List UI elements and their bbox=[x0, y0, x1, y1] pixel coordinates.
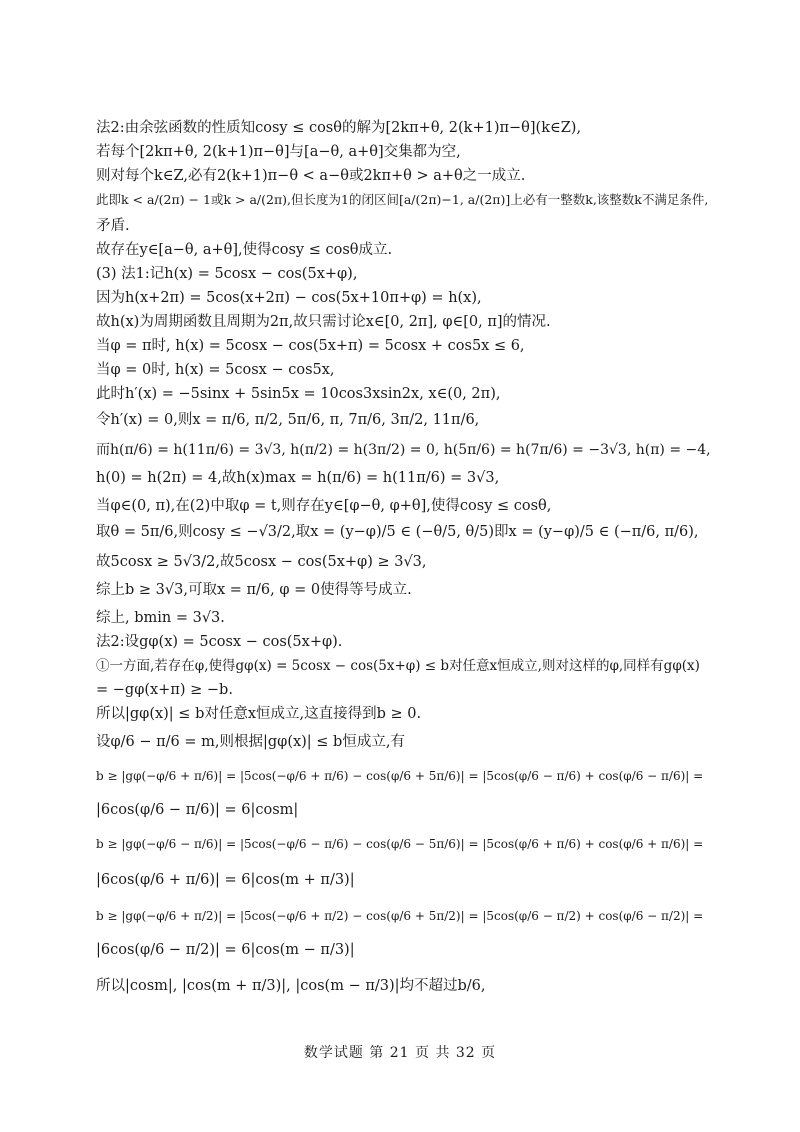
text-line: 设φ/6 − π/6 = m,则根据|gφ(x)| ≤ b恒成立,有 bbox=[96, 734, 405, 750]
text-line: 故存在y∈[a−θ, a+θ],使得cosy ≤ cosθ成立. bbox=[96, 242, 393, 258]
text-line: 而h(π/6) = h(11π/6) = 3√3, h(π/2) = h(3π/2) = 0, h(5π/6) = h(7π/6) = −3√3, h(π) = −4, bbox=[96, 442, 711, 458]
text-line: |6cos(φ/6 − π/6)| = 6|cosm| bbox=[96, 802, 299, 818]
text-line: 法2:由余弦函数的性质知cosy ≤ cosθ的解为[2kπ+θ, 2(k+1)π−θ](k∈Z), bbox=[96, 120, 582, 136]
text-line: 此时h′(x) = −5sinx + 5sin5x = 10cos3xsin2x, x∈(0, 2π), bbox=[96, 386, 501, 402]
text-line: 矛盾. bbox=[96, 218, 130, 234]
text-line: |6cos(φ/6 − π/2)| = 6|cos(m − π/3)| bbox=[96, 942, 355, 958]
text-line: 综上b ≥ 3√3,可取x = π/6, φ = 0使得等号成立. bbox=[96, 582, 412, 598]
text-line: 令h′(x) = 0,则x = π/6, π/2, 5π/6, π, 7π/6, 3π/2, 11π/6, bbox=[96, 412, 480, 428]
page-footer: 数学试题 第 21 页 共 32 页 bbox=[303, 1045, 497, 1061]
text-line: h(0) = h(2π) = 4,故h(x)max = h(π/6) = h(11π/6) = 3√3, bbox=[96, 470, 500, 486]
text-line: 因为h(x+2π) = 5cos(x+2π) − cos(5x+10π+φ) = h(x), bbox=[96, 290, 482, 306]
text-line: 当φ = 0时, h(x) = 5cosx − cos5x, bbox=[96, 362, 335, 378]
text-line: 所以|cosm|, |cos(m + π/3)|, |cos(m − π/3)|均不超过b/6, bbox=[96, 978, 486, 994]
text-line: b ≥ |gφ(−φ/6 + π/2)| = |5cos(−φ/6 + π/2) − cos(φ/6 + 5π/2)| = |5cos(φ/6 − π/2) + cos(φ/6 − π/2)| = bbox=[96, 909, 704, 923]
text-line: 则对每个k∈Z,必有2(k+1)π−θ < a−θ或2kπ+θ > a+θ之一成立. bbox=[96, 168, 526, 184]
text-line: 故5cosx ≥ 5√3/2,故5cosx − cos(5x+φ) ≥ 3√3, bbox=[96, 554, 427, 570]
text-line: b ≥ |gφ(−φ/6 + π/6)| = |5cos(−φ/6 + π/6) − cos(φ/6 + 5π/6)| = |5cos(φ/6 − π/6) + cos(φ/6 − π/6)| = bbox=[96, 769, 704, 783]
text-line: (3) 法1:记h(x) = 5cosx − cos(5x+φ), bbox=[96, 266, 358, 282]
text-line: 若每个[2kπ+θ, 2(k+1)π−θ]与[a−θ, a+θ]交集都为空, bbox=[96, 144, 461, 160]
text-line: 综上, bmin = 3√3. bbox=[96, 610, 225, 626]
text-line: 当φ = π时, h(x) = 5cosx − cos(5x+π) = 5cosx + cos5x ≤ 6, bbox=[96, 338, 525, 354]
text-line: = −gφ(x+π) ≥ −b. bbox=[96, 682, 233, 698]
text-line: b ≥ |gφ(−φ/6 − π/6)| = |5cos(−φ/6 − π/6) − cos(φ/6 − 5π/6)| = |5cos(φ/6 + π/6) + cos(φ/6 + π/6)| = bbox=[96, 837, 704, 851]
text-line: 取θ = 5π/6,则cosy ≤ −√3/2,取x = (y−φ)/5 ∈ (−θ/5, θ/5)即x = (y−φ)/5 ∈ (−π/6, π/6), bbox=[96, 524, 699, 540]
text-line: 故h(x)为周期函数且周期为2π,故只需讨论x∈[0, 2π], φ∈[0, π]的情况. bbox=[96, 314, 551, 330]
text-line: 当φ∈(0, π),在(2)中取φ = t,则存在y∈[φ−θ, φ+θ],使得cosy ≤ cosθ, bbox=[96, 498, 552, 514]
text-line: 所以|gφ(x)| ≤ b对任意x恒成立,这直接得到b ≥ 0. bbox=[96, 706, 422, 722]
text-line: ①一方面,若存在φ,使得gφ(x) = 5cosx − cos(5x+φ) ≤ b对任意x恒成立,则对这样的φ,同样有gφ(x) bbox=[96, 658, 700, 674]
text-line: 此即k < a/(2π) − 1或k > a/(2π),但长度为1的闭区间[a/(2π)−1, a/(2π)]上必有一整数k,该整数k不满足条件, bbox=[96, 192, 709, 207]
text-line: 法2:设gφ(x) = 5cosx − cos(5x+φ). bbox=[96, 634, 343, 650]
text-line: |6cos(φ/6 + π/6)| = 6|cos(m + π/3)| bbox=[96, 872, 355, 888]
